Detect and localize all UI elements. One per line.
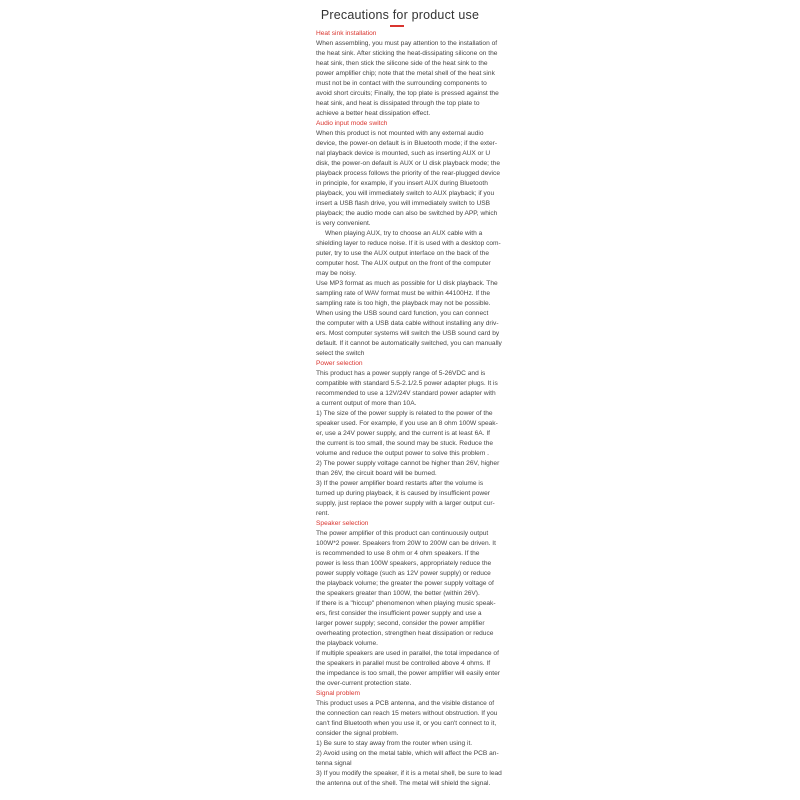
text-line: the heat sink. After sticking the heat-dissipating silicone on the (316, 50, 498, 57)
text-line: When assembling, you must pay attention to the installation of (316, 40, 498, 47)
text-line: the playback volume; the greater the power supply voltage of (316, 580, 494, 587)
text-line: Use MP3 format as much as possible for U disk playback. The (316, 280, 498, 287)
text-line: than 26V, the circuit board will be burned. (316, 470, 437, 477)
text-line: tenna signal (316, 760, 352, 767)
text-line: larger power supply; second, consider the power amplifier (316, 620, 485, 627)
text-line: ers. Most computer systems will switch the USB sound card by (316, 330, 500, 337)
text-line: avoid short circuits; Finally, the top plate is pressed against the (316, 90, 499, 97)
text-line: the computer with a USB data cable without installing any driv- (316, 320, 499, 327)
section-heading: Audio input mode switch (316, 120, 388, 127)
text-line: is recommended to use 8 ohm or 4 ohm speakers. If the (316, 550, 480, 557)
text-line: consider the signal problem. (316, 730, 399, 737)
document-body (316, 29, 502, 789)
text-line: ers, first consider the insufficient power supply and use a (316, 610, 482, 617)
text-line: sampling rate of WAV format must be within 44100Hz. If the (316, 290, 491, 297)
text-line: 2) The power supply voltage cannot be higher than 26V, higher (316, 460, 500, 467)
text-line: turned up during playback, it is caused by insufficient power (316, 490, 490, 497)
section (316, 29, 499, 119)
text-line: power supply voltage (such as 12V power supply) or reduce (316, 570, 491, 577)
text-line: playback, you will immediately switch to AUX playback; if you (316, 190, 495, 197)
text-line: the current is too small, the sound may be stuck. Reduce the (316, 440, 494, 447)
text-line: 3) If you modify the speaker, if it is a metal shell, be sure to lead (316, 770, 502, 777)
text-line: in principle, for example, if you insert AUX during Bluetooth (316, 180, 488, 187)
title-underline (390, 25, 404, 27)
text-line: the impedance is too small, the power amplifier will easily enter (316, 670, 500, 677)
text-line: When using the USB sound card function, you can connect (316, 310, 489, 317)
text-line: the playback volume. (316, 640, 378, 647)
text-line: the speakers in parallel must be controlled above 4 ohms. If (316, 660, 491, 667)
text-line: insert a USB flash drive, you will immediately switch to USB (316, 200, 491, 207)
text-line: The power amplifier of this product can continuously output (316, 530, 489, 537)
text-line: This product has a power supply range of 5-26VDC and is (316, 370, 486, 377)
text-line: power is less than 100W speakers, appropriately reduce the (316, 560, 492, 567)
text-line: playback; the audio mode can also be switched by APP, which (316, 210, 498, 217)
text-line: heat sink, then stick the silicone side of the heat sink to the (316, 60, 488, 67)
text-line: recommended to use a 12V/24V standard power adapter with (316, 390, 496, 397)
text-line: the speakers greater than 100W, the better (within 26V). (316, 590, 480, 597)
text-line: This product uses a PCB antenna, and the visible distance of (316, 700, 495, 707)
text-line: disk, the power-on default is AUX or U disk playback mode; the (316, 160, 500, 167)
section (316, 689, 502, 789)
text-line: the connection can reach 15 meters without obstruction. If you (316, 710, 498, 717)
text-line: device, the power-on default is in Bluetooth mode; if the exter- (316, 140, 498, 147)
page-title: Precautions for product use (320, 8, 480, 22)
text-line: may be noisy. (316, 270, 357, 277)
text-line: sampling rate is too high, the playback may not be possible. (316, 300, 491, 307)
text-line: compatible with standard 5.5-2.1/2.5 power adapter plugs. It is (316, 380, 498, 387)
section-heading: Power selection (316, 360, 363, 367)
text-line: shielding layer to reduce noise. If it is used with a desktop com- (316, 240, 501, 247)
text-line: a current output of more than 10A. (316, 400, 417, 407)
text-line: 3) If the power amplifier board restarts after the volume is (316, 480, 484, 487)
text-line: rent. (316, 510, 330, 517)
text-line: select the switch (316, 350, 365, 357)
text-line: achieve a better heat dissipation effect. (316, 110, 431, 117)
text-line: default. If it cannot be automatically switched, you can manually (316, 340, 502, 347)
text-line: 2) Avoid using on the metal table, which will affect the PCB an- (316, 750, 499, 757)
text-line: heat sink, and heat is dissipated through the top plate to (316, 100, 480, 107)
text-line: nal playback device is mounted, such as inserting AUX or U (316, 150, 491, 157)
text-line: power amplifier chip; note that the metal shell of the heat sink (316, 70, 495, 77)
text-line: When playing AUX, try to choose an AUX cable with a (325, 230, 483, 237)
text-line: 100W*2 power. Speakers from 20W to 200W can be driven. It (316, 540, 496, 547)
text-line: puter, try to use the AUX output interface on the back of the (316, 250, 490, 257)
text-line: the antenna out of the shell. The metal will shield the signal. (316, 780, 491, 787)
text-line: must not be in contact with the surrounding components to (316, 80, 487, 87)
text-line: can't find Bluetooth when you use it, or you can't connect to it, (316, 720, 497, 727)
text-line: the over-current protection state. (316, 680, 412, 687)
section (316, 119, 502, 359)
section-heading: Heat sink installation (316, 30, 377, 37)
text-line: When this product is not mounted with any external audio (316, 130, 484, 137)
text-line: playback process follows the priority of the rear-plugged device (316, 170, 500, 177)
text-line: computer host. The AUX output on the front of the computer (316, 260, 491, 267)
text-line: 1) The size of the power supply is related to the power of the (316, 410, 493, 417)
text-line: is very convenient. (316, 220, 371, 227)
section (316, 359, 500, 519)
text-line: supply, just replace the power supply with a larger output cur- (316, 500, 495, 507)
section-heading: Speaker selection (316, 520, 369, 527)
section (316, 519, 500, 689)
text-line: er, use a 24V power supply, and the current is at least 6A. If (316, 430, 490, 437)
text-line: 1) Be sure to stay away from the router when using it. (316, 740, 473, 747)
text-line: If multiple speakers are used in parallel, the total impedance of (316, 650, 499, 657)
text-line: overheating protection, strengthen heat dissipation or reduce (316, 630, 494, 637)
section-heading: Signal problem (316, 690, 360, 697)
text-line: If there is a "hiccup" phenomenon when playing music speak- (316, 600, 496, 607)
text-line: speaker used. For example, if you use an 8 ohm 100W speak- (316, 420, 498, 427)
text-line: volume and reduce the output power to solve this problem . (316, 450, 490, 457)
